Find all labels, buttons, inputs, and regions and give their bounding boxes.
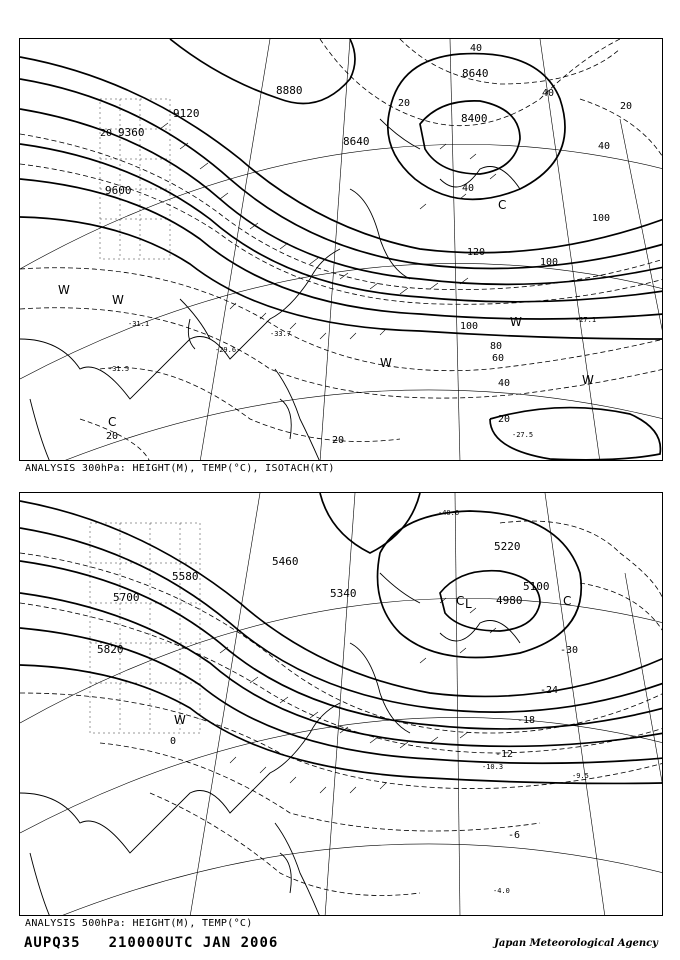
isotach-label: 20 — [620, 101, 633, 112]
caption-500hpa: ANALYSIS 500hPa: HEIGHT(M), TEMP(°C) — [25, 918, 253, 929]
isotach-label: 80 — [490, 341, 503, 352]
cold-center-symbol: C — [563, 594, 572, 608]
temp-label: -9.5 — [572, 772, 589, 780]
temp-label: -40.6 — [438, 509, 460, 517]
isotach-label: 60 — [492, 353, 505, 364]
isotach-label: 120 — [467, 247, 486, 258]
cold-center-symbol: C — [456, 594, 465, 608]
cold-center-symbol: C — [498, 198, 507, 212]
latlon-grid — [20, 39, 663, 461]
valid-time: 210000UTC JAN 2006 — [108, 935, 279, 951]
height-label-5340: 5340 — [330, 587, 357, 600]
height-label-5100: 5100 — [523, 580, 550, 593]
agency-credit: Japan Meteorological Agency — [494, 938, 658, 949]
temp-label: -6 — [508, 830, 521, 841]
temp-label: -12 — [495, 749, 514, 760]
isotach-label: 100 — [460, 321, 479, 332]
temp-label: -29.6 — [215, 346, 237, 354]
height-label-5220: 5220 — [494, 540, 521, 553]
temp-label: -18 — [517, 715, 536, 726]
temp-label: -33.7 — [270, 330, 292, 338]
isotach-label: 100 — [592, 213, 611, 224]
warm-center-symbol: W — [58, 283, 70, 297]
isotach-label: 20 — [100, 128, 113, 139]
warm-center-symbol: W — [510, 315, 522, 329]
temp-label: -31.5 — [108, 365, 130, 373]
temp-label: -27.1 — [575, 316, 597, 324]
isotach-label: 40 — [470, 43, 483, 54]
low-center-symbol: L — [465, 597, 472, 611]
map-300hpa-chart — [20, 39, 663, 461]
warm-center-symbol: W — [582, 373, 594, 387]
isotach-label: 40 — [498, 378, 511, 389]
height-contours — [20, 493, 663, 783]
map-500hpa-chart — [20, 493, 663, 916]
warm-center-symbol: W — [112, 293, 124, 307]
caption-300hpa: ANALYSIS 300hPa: HEIGHT(M), TEMP(°C), ISOTACH(KT) — [25, 463, 335, 474]
isotach-label: 100 — [540, 257, 559, 268]
height-label-9360: 9360 — [118, 126, 145, 139]
temp-label: -31.1 — [128, 320, 150, 328]
map-panel-300hpa — [19, 38, 663, 461]
chart-code: AUPQ35 — [24, 935, 81, 951]
warm-center-symbol: W — [174, 713, 186, 727]
height-label-9120: 9120 — [173, 107, 200, 120]
isotach-label: 40 — [462, 183, 475, 194]
height-label-5460: 5460 — [272, 555, 299, 568]
temp-label: -10.3 — [482, 763, 504, 771]
height-label-8640-b: 8640 — [462, 67, 489, 80]
height-label-5820: 5820 — [97, 643, 124, 656]
height-contours — [20, 39, 663, 460]
isotach-label: 20 — [106, 431, 119, 442]
isotach-label: 40 — [598, 141, 611, 152]
isotach-label: 20 — [498, 414, 511, 425]
coastlines — [20, 119, 520, 461]
warm-center-symbol: W — [380, 356, 392, 370]
temp-label: -30 — [560, 645, 579, 656]
height-label-5700: 5700 — [113, 591, 140, 604]
temp-label: -24 — [540, 685, 559, 696]
isotach-label: 40 — [542, 88, 555, 99]
hatch-region — [100, 99, 170, 259]
isotach-label: 20 — [398, 98, 411, 109]
isotach-label: 20 — [332, 435, 345, 446]
latlon-grid — [20, 493, 663, 916]
height-label-8640-a: 8640 — [343, 135, 370, 148]
height-label-4980: 4980 — [496, 594, 523, 607]
temp-label: 0 — [170, 736, 177, 747]
chart-identifier — [24, 935, 306, 951]
height-label-5580: 5580 — [172, 570, 199, 583]
height-label-8880: 8880 — [276, 84, 303, 97]
isotach-contours — [20, 39, 663, 461]
map-panel-500hpa — [19, 492, 663, 916]
temp-label: -4.0 — [493, 887, 510, 895]
temp-label: -27.5 — [512, 431, 534, 439]
height-label-8400: 8400 — [461, 112, 488, 125]
height-label-9600: 9600 — [105, 184, 132, 197]
hatch-region — [90, 523, 200, 733]
wind-barbs — [160, 123, 496, 339]
cold-center-symbol: C — [108, 415, 117, 429]
